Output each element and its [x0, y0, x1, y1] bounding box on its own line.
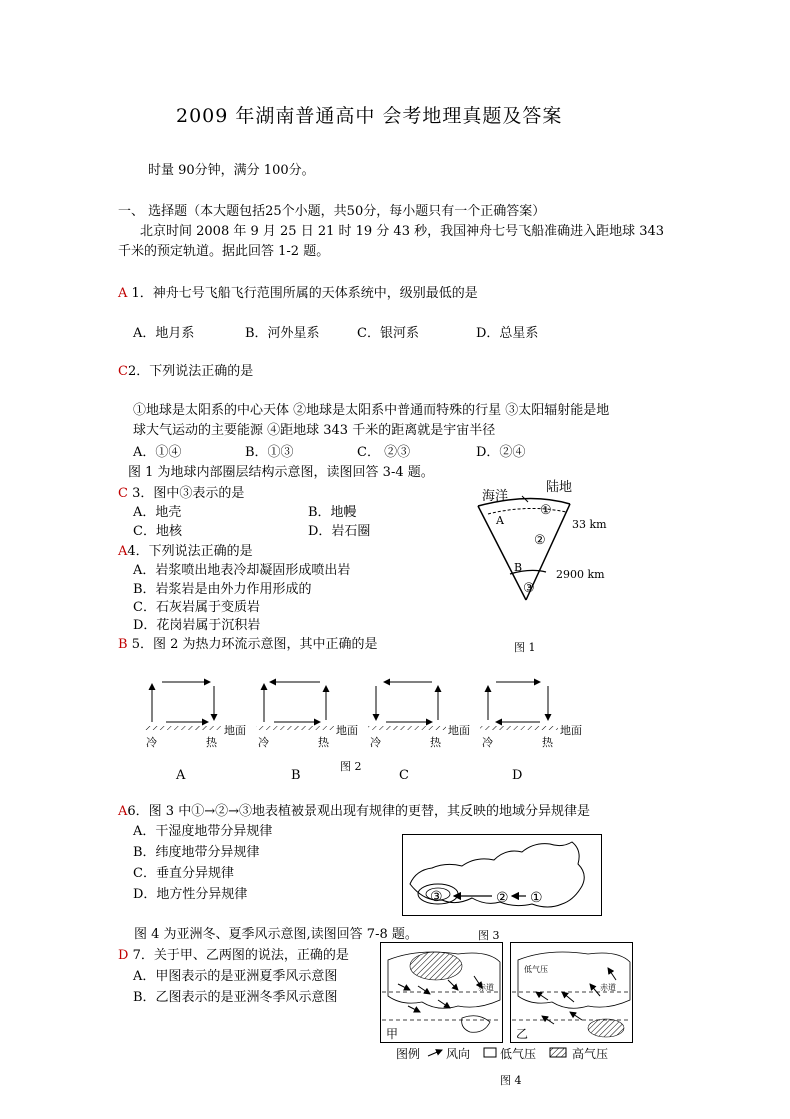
- q4-option-d: D．花岗岩属于沉积岩: [133, 618, 261, 633]
- figure-3-caption: 图 3: [478, 929, 500, 942]
- q2-statement-line-2: 球大气运动的主要能源 ④距地球 343 千米的距离就是宇宙半径: [133, 423, 496, 438]
- question-6: [118, 804, 590, 820]
- fig2-panel-label-b: B: [291, 768, 301, 783]
- fig3-label-2: ②: [496, 890, 509, 906]
- circulation-panel-b: [256, 682, 334, 730]
- label-circle-1: ①: [540, 503, 552, 518]
- q3-option-a: A．地壳: [133, 505, 182, 520]
- q4-option-a: A．岩浆喷出地表冷却凝固形成喷出岩: [133, 563, 351, 578]
- intro-line-1: 北京时间 2008 年 9 月 25 日 21 时 19 分 43 秒，我国神舟七号飞船准确进入距地球 343: [140, 224, 665, 239]
- q2-statement-line-1: ①地球是太阳系的中心天体 ②地球是太阳系中普通而特殊的行星 ③太阳辐射能是地: [133, 403, 610, 418]
- ground-label-a: 地面: [224, 724, 246, 737]
- fig3-label-1: ①: [530, 890, 543, 906]
- question-4-stem: 4．下列说法正确的是: [127, 544, 253, 559]
- page-title: 2009 年湖南普通高中 会考地理真题及答案: [176, 105, 563, 127]
- label-33km: 33 km: [572, 518, 607, 531]
- q1-option-d: D．总星系: [476, 326, 539, 341]
- legend-wind: 风向: [446, 1047, 471, 1061]
- high-pressure-area-yi: [588, 1019, 624, 1037]
- hot-label-b: 热: [318, 736, 329, 748]
- map-label-yi: 乙: [516, 1027, 529, 1041]
- answer-4: A: [118, 544, 128, 559]
- legend-low-icon: [484, 1048, 496, 1057]
- question-2: [118, 364, 253, 380]
- figure-4-caption: 图 4: [500, 1074, 522, 1087]
- question-1: [118, 286, 478, 302]
- question-3-stem: 3．图中③表示的是: [127, 486, 245, 501]
- label-b: B: [514, 561, 523, 574]
- map-label-jia: 甲: [386, 1027, 399, 1041]
- figure-1-caption: 图 1: [514, 641, 536, 654]
- q1-option-b: B．河外星系: [245, 326, 320, 341]
- circulation-panel-a: [144, 682, 222, 730]
- map-yi: [511, 943, 633, 1043]
- equator-label-yi: 赤道: [600, 983, 616, 992]
- q3-option-d: D．岩石圈: [308, 524, 371, 539]
- figure-1-earth-interior: [470, 474, 620, 634]
- intro-line-2: 千米的预定轨道。据此回答 1-2 题。: [118, 244, 330, 259]
- cold-label-d: 冷: [482, 736, 493, 748]
- figure-2-caption: 图 2: [340, 760, 362, 773]
- hot-label-d: 热: [542, 736, 553, 748]
- question-6-stem: 6．图 3 中①→②→③地表植被景观出现有规律的更替，其反映的地域分异规律是: [127, 804, 590, 819]
- hot-label-c: 热: [430, 736, 441, 748]
- cold-label-b: 冷: [258, 736, 269, 748]
- q7-option-b: B．乙图表示的是亚洲冬季风示意图: [133, 990, 338, 1005]
- answer-3: C: [118, 486, 128, 501]
- circulation-panel-c: [368, 682, 446, 730]
- ground-label-b: 地面: [336, 724, 358, 737]
- figure-3-china-map: [402, 834, 602, 916]
- question-2-stem: 2．下列说法正确的是: [127, 364, 254, 379]
- legend-wind-icon: [428, 1050, 442, 1056]
- question-4: [118, 544, 253, 560]
- ground-label-c: 地面: [448, 724, 470, 737]
- answer-5: B: [118, 637, 128, 652]
- q4-option-b: B．岩浆岩是由外力作用形成的: [133, 582, 312, 597]
- legend-title: 图例: [396, 1047, 421, 1061]
- answer-2: C: [118, 364, 128, 379]
- fig3-label-3: ③: [430, 889, 443, 905]
- q6-option-b: B．纬度地带分异规律: [133, 845, 260, 860]
- question-7-stem: 7．关于甲、乙两图的说法，正确的是: [128, 948, 349, 963]
- q6-option-c: C．垂直分异规律: [133, 866, 234, 881]
- hot-label-a: 热: [206, 736, 217, 748]
- question-5: [118, 637, 378, 653]
- fig1-intro: 图 1 为地球内部圈层结构示意图，读图回答 3-4 题。: [128, 465, 434, 480]
- label-ocean: 海洋: [482, 489, 509, 504]
- fig2-panel-label-d: D: [512, 768, 523, 783]
- label-land: 陆地: [546, 480, 573, 495]
- time-note: 时量 90分钟，满分 100分。: [148, 163, 315, 178]
- q2-option-d: D．②④: [476, 445, 526, 460]
- q6-option-d: D．地方性分异规律: [133, 887, 248, 902]
- q1-option-a: A．地月系: [133, 326, 195, 341]
- figure-4-monsoon-maps: [378, 940, 640, 1066]
- question-5-stem: 5．图 2 为热力环流示意图，其中正确的是: [127, 637, 378, 652]
- answer-1: A: [118, 286, 128, 301]
- q3-option-c: C．地核: [133, 524, 182, 539]
- q4-option-c: C．石灰岩属于变质岩: [133, 600, 260, 615]
- fig2-panel-label-c: C: [399, 768, 409, 783]
- label-a: A: [496, 514, 504, 527]
- legend: [396, 1046, 608, 1061]
- label-circle-3: ③: [523, 581, 535, 596]
- q2-option-b: B．①③: [245, 445, 294, 460]
- legend-high-icon: [550, 1048, 566, 1057]
- figure-2-thermal-circulation: [140, 672, 600, 748]
- question-1-stem: 1．神舟七号飞船飞行范围所属的天体系统中，级别最低的是: [127, 286, 478, 301]
- circulation-panel-d: [480, 682, 558, 730]
- fig2-panel-label-a: A: [176, 768, 186, 783]
- cold-label-c: 冷: [370, 736, 381, 748]
- q7-option-a: A．甲图表示的是亚洲夏季风示意图: [133, 969, 338, 984]
- fig4-intro: 图 4 为亚洲冬、夏季风示意图,读图回答 7-8 题。: [134, 927, 418, 942]
- q2-option-a: A．①④: [133, 445, 182, 460]
- label-circle-2: ②: [534, 533, 546, 548]
- q1-option-c: C．银河系: [357, 326, 419, 341]
- section-header: 一、 选择题（本大题包括25个小题，共50分，每小题只有一个正确答案）: [118, 204, 546, 219]
- question-3: [118, 486, 244, 502]
- map-jia: [381, 943, 503, 1043]
- legend-high: 高气压: [572, 1047, 609, 1061]
- cold-label-a: 冷: [146, 736, 157, 748]
- q3-option-b: B．地幔: [308, 505, 357, 520]
- label-2900km: 2900 km: [556, 568, 605, 581]
- q6-option-a: A．干湿度地带分异规律: [133, 824, 273, 839]
- ground-label-d: 地面: [560, 724, 582, 737]
- low-pressure-label-yi: 低气压: [524, 965, 548, 974]
- equator-label-jia: 赤道: [478, 983, 494, 992]
- q2-option-c: C． ②③: [357, 445, 411, 460]
- legend-low: 低气压: [500, 1047, 537, 1061]
- answer-6: A: [118, 804, 128, 819]
- question-7: [118, 948, 349, 964]
- answer-7: D: [118, 948, 129, 963]
- high-pressure-area-jia: [410, 952, 462, 980]
